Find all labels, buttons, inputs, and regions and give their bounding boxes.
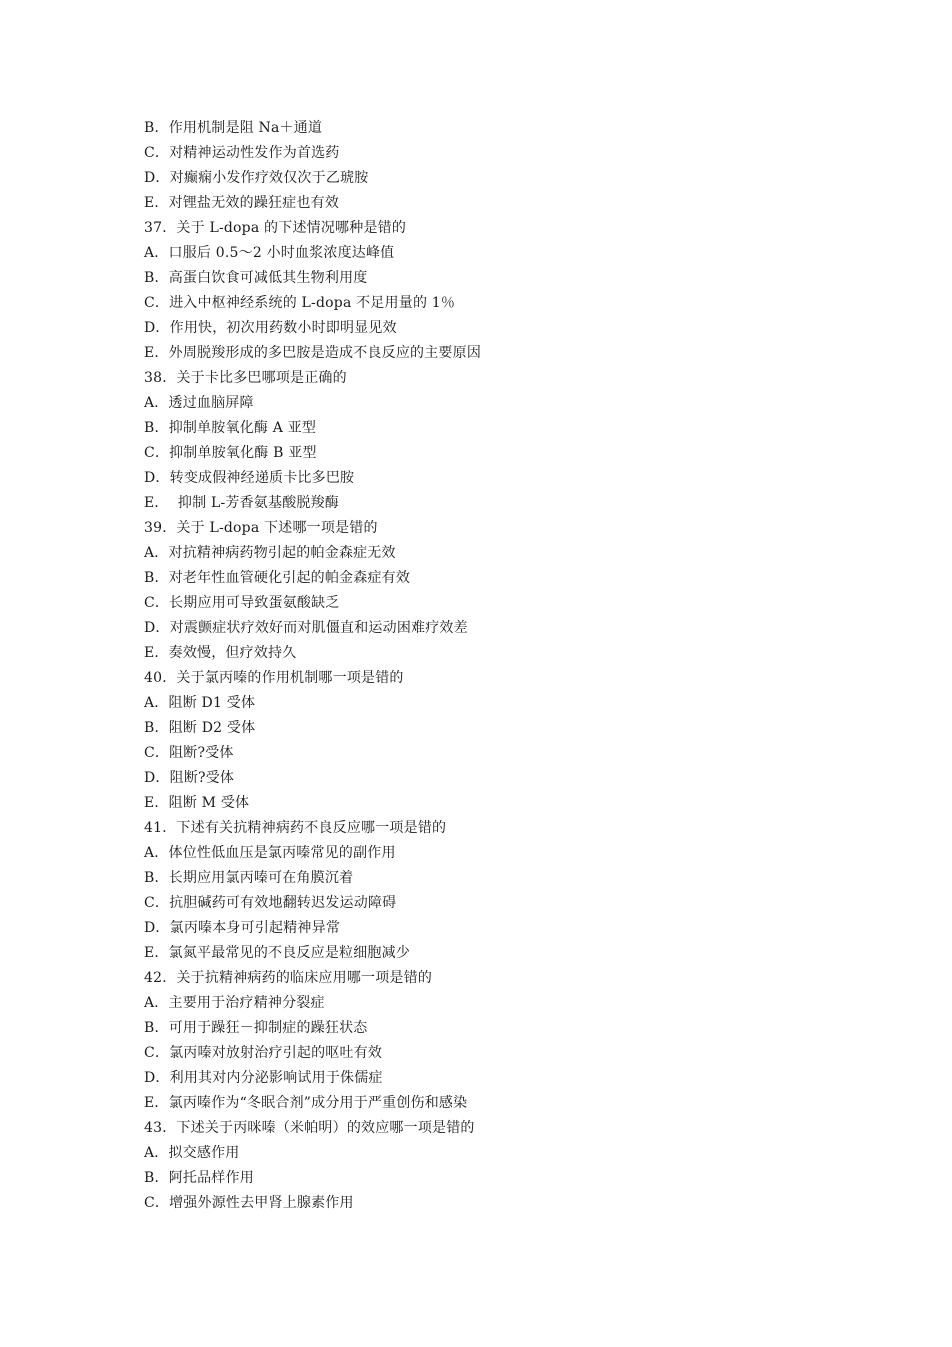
text-line: C．进入中枢神经系统的 L-dopa 不足用量的 1％ [144, 295, 456, 311]
text-line: A．对抗精神病药物引起的帕金森症无效 [144, 545, 396, 561]
text-line: A．主要用于治疗精神分裂症 [144, 995, 325, 1011]
text-line: E．氯丙嗪作为“冬眠合剂”成分用于严重创伤和感染 [144, 1095, 468, 1111]
text-line: A．体位性低血压是氯丙嗪常见的副作用 [144, 845, 396, 861]
text-line: E．对锂盐无效的躁狂症也有效 [144, 195, 340, 211]
text-line: B．高蛋白饮食可减低其生物利用度 [144, 270, 368, 286]
text-line: D．对癫痫小发作疗效仅次于乙琥胺 [144, 170, 369, 186]
text-line: E．阻断 M 受体 [144, 795, 250, 811]
text-line: 40．关于氯丙嗪的作用机制哪一项是错的 [144, 670, 404, 686]
text-line: E．外周脱羧形成的多巴胺是造成不良反应的主要原因 [144, 345, 482, 361]
text-line: A．阻断 D1 受体 [144, 695, 256, 711]
text-line: D．对震颤症状疗效好而对肌僵直和运动困难疗效差 [144, 620, 468, 636]
text-line: 41．下述有关抗精神病药不良反应哪一项是错的 [144, 820, 447, 836]
text-line: D．氯丙嗪本身可引起精神异常 [144, 920, 341, 936]
text-line: C．抗胆碱药可有效地翻转迟发运动障碍 [144, 895, 397, 911]
text-line: B．对老年性血管硬化引起的帕金森症有效 [144, 570, 411, 586]
text-line: E．奏效慢，但疗效持久 [144, 645, 297, 661]
text-line: D．作用快，初次用药数小时即明显见效 [144, 320, 397, 336]
text-line: C．增强外源性去甲肾上腺素作用 [144, 1195, 354, 1211]
text-line: B．可用于躁狂－抑制症的躁狂状态 [144, 1020, 368, 1036]
text-line: A．透过血脑屏障 [144, 395, 254, 411]
text-line: A．口服后 0.5～2 小时血浆浓度达峰值 [144, 245, 395, 261]
text-line: 42．关于抗精神病药的临床应用哪一项是错的 [144, 970, 433, 986]
text-line: D．转变成假神经递质卡比多巴胺 [144, 470, 355, 486]
text-line: A．拟交感作用 [144, 1145, 240, 1161]
text-line: 39．关于 L-dopa 下述哪一项是错的 [144, 520, 378, 536]
text-line: 43．下述关于丙咪嗪（米帕明）的效应哪一项是错的 [144, 1120, 475, 1136]
text-line: D．阻断?受体 [144, 770, 235, 786]
text-line: C．氯丙嗪对放射治疗引起的呕吐有效 [144, 1045, 383, 1061]
text-line: 37．关于 L-dopa 的下述情况哪种是错的 [144, 220, 407, 236]
text-line: C．抑制单胺氧化酶 B 亚型 [144, 445, 317, 461]
text-line: C．阻断?受体 [144, 745, 234, 761]
text-line: E．氯氮平最常见的不良反应是粒细胞减少 [144, 945, 411, 961]
text-line: B．抑制单胺氧化酶 A 亚型 [144, 420, 317, 436]
text-line: B．阿托品样作用 [144, 1170, 254, 1186]
text-line: C．对精神运动性发作为首选药 [144, 145, 340, 161]
text-line: B．阻断 D2 受体 [144, 720, 256, 736]
text-line: D．利用其对内分泌影响试用于侏儒症 [144, 1070, 383, 1086]
text-line: B．作用机制是阻 Na＋通道 [144, 120, 323, 136]
document-body [144, 116, 844, 1216]
text-line: 38．关于卡比多巴哪项是正确的 [144, 370, 347, 386]
text-line: C．长期应用可导致蛋氨酸缺乏 [144, 595, 340, 611]
text-line: B．长期应用氯丙嗪可在角膜沉着 [144, 870, 354, 886]
text-line: E． 抑制 L-芳香氨基酸脱羧酶 [144, 495, 339, 511]
